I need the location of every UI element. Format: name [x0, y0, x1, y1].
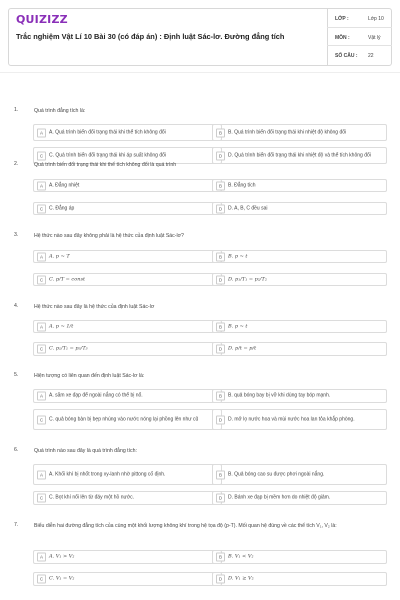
option-letter: B: [216, 181, 225, 190]
option-a[interactable]: [33, 464, 222, 485]
option-text: C. p/T = const: [49, 276, 86, 282]
meta-value: Lớp 10: [368, 16, 384, 22]
option-letter: B: [216, 392, 225, 401]
option-b[interactable]: [212, 250, 387, 263]
meta-row-subject: [327, 28, 392, 47]
question-text: Quá trình biến đổi trạng thái khi thể tích không đổi là quá trình: [34, 162, 177, 168]
meta-key: LỚP :: [335, 16, 349, 22]
option-letter: D: [216, 204, 225, 213]
option-letter: D: [216, 415, 225, 424]
meta-value: 22: [368, 53, 374, 60]
option-a[interactable]: [33, 320, 222, 333]
option-d[interactable]: [212, 572, 387, 586]
option-d[interactable]: [212, 342, 387, 356]
option-c[interactable]: [33, 572, 222, 586]
option-letter: D: [216, 494, 225, 503]
option-a[interactable]: [33, 389, 222, 403]
option-letter: C: [37, 275, 46, 284]
option-text: A. Đẳng nhiệt: [49, 182, 80, 188]
option-letter: B: [216, 470, 225, 479]
option-text: D. A, B, C đều sai: [228, 205, 268, 211]
option-text: B. V₁ < V₂: [228, 553, 254, 560]
option-text: A. săm xe đạp để ngoài nắng có thể bị nổ.: [49, 392, 143, 399]
option-letter: C: [37, 575, 46, 584]
option-text: C. quả bóng bàn bị bẹp nhúng vào nước nóng lại phồng lên như cũ: [49, 416, 199, 422]
option-letter: B: [216, 322, 225, 331]
option-letter: D: [216, 575, 225, 584]
option-b[interactable]: [212, 124, 387, 141]
option-text: B. p ~ t: [228, 253, 248, 259]
question-text: Biểu diễn hai đường đẳng tích của cùng một khối lượng không khí trong hệ tọa độ (p-T). Mối quan hệ đúng về các thể tích V₁, V₂ là:: [34, 523, 337, 529]
option-letter: D: [216, 345, 225, 354]
option-text: D. Quá trình biến đổi trạng thái khi nhiệt độ và thể tích không đổi: [228, 152, 371, 158]
option-text: B. p ~ t: [228, 323, 248, 329]
option-text: C. p₁/T₁ = p₃/T₃: [49, 345, 88, 352]
option-letter: C: [37, 494, 46, 503]
option-letter: C: [37, 345, 46, 354]
question-text: Hiện tượng có liên quan đến định luật Sác-lơ là:: [34, 373, 145, 379]
option-text: D. V₁ ≥ V₂: [228, 575, 254, 582]
question-number: 1.: [14, 107, 19, 113]
question-number: 6.: [14, 447, 19, 453]
option-letter: A: [37, 128, 46, 137]
option-a[interactable]: [33, 179, 222, 192]
option-text: B. Quá trình biến đổi trạng thái khi nhiệt độ không đổi: [228, 129, 347, 135]
option-letter: D: [216, 275, 225, 284]
option-text: D. mở lọ nước hoa và mùi nước hoa lan tỏa khắp phòng.: [228, 416, 355, 422]
meta-value: Vật lý: [368, 34, 381, 41]
option-d[interactable]: [212, 491, 387, 505]
option-d[interactable]: [212, 409, 387, 430]
option-c[interactable]: [33, 409, 222, 430]
option-letter: C: [37, 151, 46, 160]
question-number: 7.: [14, 522, 19, 528]
option-letter: B: [216, 553, 225, 562]
option-d[interactable]: [212, 202, 387, 215]
option-b[interactable]: [212, 320, 387, 333]
question-text: Hệ thức nào sau đây không phải là hệ thức của định luật Sác-lơ?: [34, 233, 184, 239]
option-text: D. Bánh xe đạp bị mềm hơn do nhiệt độ giảm.: [228, 494, 331, 501]
header-divider: [0, 72, 400, 73]
option-letter: C: [37, 415, 46, 424]
option-letter: C: [37, 204, 46, 213]
worksheet-title: Trắc nghiệm Vật Lí 10 Bài 30 (có đáp án) : Định luật Sác-lơ. Đường đẳng tích: [16, 32, 285, 41]
quizizz-logo: QUIZIZZ: [16, 13, 68, 26]
option-letter: A: [37, 392, 46, 401]
option-text: A. p ~ T: [49, 253, 70, 259]
option-text: C. Đẳng áp: [49, 205, 75, 211]
option-text: C. V₁ = V₂: [49, 575, 75, 582]
option-letter: A: [37, 322, 46, 331]
option-a[interactable]: [33, 250, 222, 263]
option-letter: B: [216, 128, 225, 137]
meta-row-class: [327, 9, 392, 28]
option-text: A. p ~ 1/t: [49, 323, 74, 329]
option-a[interactable]: [33, 550, 222, 564]
option-letter: A: [37, 252, 46, 261]
option-text: C. Bọt khí nổi lên từ đáy một hồ nước.: [49, 494, 135, 501]
worksheet-header: [8, 8, 392, 66]
option-c[interactable]: [33, 273, 222, 286]
question-number: 3.: [14, 232, 19, 238]
option-d[interactable]: [212, 273, 387, 286]
question-number: 4.: [14, 303, 19, 309]
option-c[interactable]: [33, 491, 222, 505]
option-letter: B: [216, 252, 225, 261]
option-text: D. p/t = p/t: [228, 345, 257, 352]
question-text: Quá trình nào sau đây là quá trình đẳng tích:: [34, 448, 137, 454]
question-text: Hệ thức nào sau đây là hệ thức của định luật Sác-lơ: [34, 304, 155, 310]
option-text: C. Quá trình biến đổi trạng thái khi áp suất không đổi: [49, 152, 167, 158]
option-text: A. Quá trình biến đổi trạng thái khi thể tích không đổi: [49, 129, 166, 135]
option-text: B. quả bóng bay bị vỡ khi dùng tay bóp mạnh.: [228, 392, 331, 399]
meta-row-count: [327, 46, 392, 65]
option-b[interactable]: [212, 550, 387, 564]
option-c[interactable]: [33, 202, 222, 215]
option-b[interactable]: [212, 464, 387, 485]
option-text: A. Khối khí bị nhốt trong xy-lanh nhờ pittong cố định.: [49, 471, 166, 477]
option-letter: D: [216, 151, 225, 160]
option-text: B. Đẳng tích: [228, 182, 256, 188]
option-c[interactable]: [33, 342, 222, 356]
option-text: D. p₁/T₁ = p₂/T₂: [228, 276, 267, 282]
question-number: 5.: [14, 372, 19, 378]
meta-key: SỐ CÂU :: [335, 53, 358, 60]
option-text: B. Quả bóng cao su được phơi ngoài nắng.: [228, 471, 325, 477]
question-number: 2.: [14, 161, 19, 167]
option-letter: A: [37, 553, 46, 562]
question-text: Quá trình đẳng tích là:: [34, 108, 86, 114]
option-b[interactable]: [212, 179, 387, 192]
option-text: A. V₁ > V₂: [49, 553, 75, 560]
option-letter: A: [37, 181, 46, 190]
option-b[interactable]: [212, 389, 387, 403]
meta-key: MÔN :: [335, 34, 350, 41]
option-a[interactable]: [33, 124, 222, 141]
option-letter: A: [37, 470, 46, 479]
